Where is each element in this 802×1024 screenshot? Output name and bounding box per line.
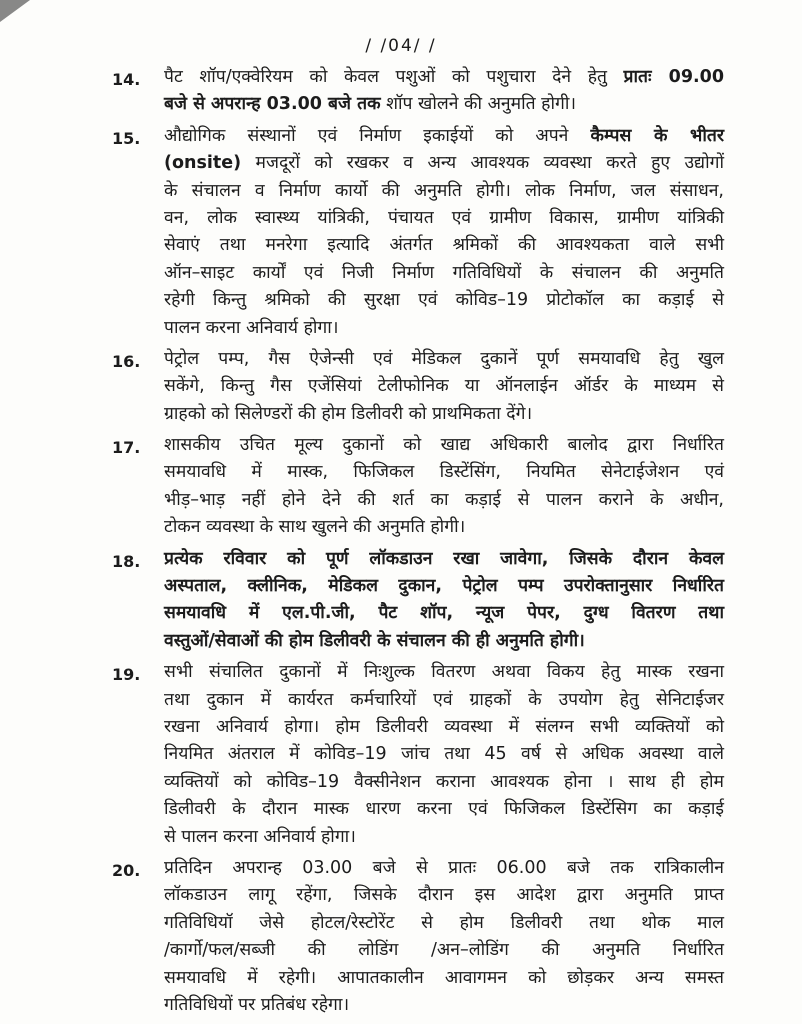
clause-line — [164, 965, 724, 992]
text: नियमित अंतराल में कोविड–19 जांच तथा 45 वर्ष से अधिक अवस्था वाले — [164, 744, 724, 765]
text: टोकन व्यवस्था के साथ खुलने की अनुमति होगी। — [164, 517, 466, 538]
text: रहेगी किन्तु श्रमिको की सुरक्षा एवं कोविड–19 प्रोटोकॉल का कड़ाई से — [164, 290, 724, 311]
clause-19 — [112, 659, 724, 851]
clause-line — [164, 741, 724, 768]
clause-line — [164, 205, 724, 232]
bold-text: प्रत्येक रविवार को पूर्ण लॉकडाउन रखा जावेगा, जिसके दौरान केवल — [164, 548, 724, 569]
text: मजदूरों को रखकर व अन्य आवश्यक व्यवस्था करते हुए उद्योगों — [241, 153, 724, 174]
bold-text: (onsite) — [164, 153, 242, 174]
clause-line — [164, 178, 724, 205]
clause-line — [164, 937, 724, 964]
clause-number: 15. — [112, 128, 141, 148]
clause-18 — [112, 546, 724, 656]
text: पेट्रोल पम्प, गैस ऐजेन्सी एवं मेडिकल दुकानें पूर्ण समयावधि हेतु खुल — [164, 348, 724, 369]
clause-line — [164, 659, 724, 686]
text: औद्योगिक संस्थानों एवं निर्माण इकाईयों को अपने — [164, 125, 591, 146]
clause-15 — [112, 123, 724, 342]
clause-line — [164, 796, 724, 823]
clause-line — [164, 346, 724, 373]
clause-text — [164, 123, 724, 342]
text: शासकीय उचित मूल्य दुकानों को खाद्य अधिकारी बालोद द्वारा निर्धारित — [164, 435, 724, 456]
text: भीड़–भाड़ नहीं होने देने की शर्त का कड़ाई से पालन कराने के अधीन, — [164, 489, 724, 510]
clause-line — [164, 487, 724, 514]
clause-line — [164, 123, 724, 150]
text: पैट शॉप/एक्वेरियम को केवल पशुओं को पशुचारा देने हेतु — [164, 67, 624, 87]
clause-line — [164, 769, 724, 796]
clause-line — [164, 714, 724, 741]
clause-line — [164, 287, 724, 314]
clause-text — [164, 546, 724, 656]
text: के संचालन व निर्माण कार्यो की अनुमति होगी। लोक निर्माण, जल संसाधन, — [164, 180, 724, 201]
clause-14 — [112, 64, 724, 119]
clause-line — [164, 600, 724, 627]
clause-line — [164, 373, 724, 400]
clause-line — [164, 315, 724, 342]
clause-text — [164, 855, 724, 1019]
text: तथा दुकान में कार्यरत कर्मचारियों एवं ग्राहकों के उपयोग हेतु सेनिटाईजर — [164, 689, 724, 710]
text: शॉप खोलने की अनुमति होगी। — [380, 94, 577, 115]
clause-16 — [112, 346, 724, 428]
clause-text — [164, 432, 724, 542]
page-corner-fold — [0, 0, 30, 22]
text: पालन करना अनिवार्य होगा। — [164, 317, 339, 338]
clause-number: 17. — [112, 438, 141, 458]
clause-number: 19. — [112, 665, 141, 685]
order-clauses — [112, 64, 724, 1023]
text: समयावधि में रहेगी। आपातकालीन आवागमन को छोड़कर अन्य समस्त — [164, 967, 724, 988]
text: गतिविधियों पर प्रतिबंध रहेगा। — [164, 994, 350, 1015]
clause-line — [164, 432, 724, 459]
bold-text: अस्पताल, क्लीनिक, मेडिकल दुकान, पेट्रोल पम्प उपरोक्तानुसार निर्धारित — [164, 576, 724, 597]
text: डिलीवरी के दौरान मास्क धारण करना एवं फिजिकल डिस्टेंसिग का कड़ाई — [164, 799, 724, 820]
clause-line — [164, 459, 724, 486]
clause-line — [164, 882, 724, 909]
text: /कार्गो/फल/सब्जी की लोडिंग /अन–लोडिंग की अनुमति निर्धारित — [164, 940, 724, 961]
page-number: / /04/ / — [365, 36, 437, 56]
clause-line — [164, 573, 724, 600]
clause-17 — [112, 432, 724, 542]
text: गतिविधियॉ जेसे होटल/रेस्टोरेंट से होम डिलीवरी तथा थोक माल — [164, 912, 724, 933]
text: सभी संचालित दुकानों में निःशुल्क वितरण अथवा विकय हेतु मास्क रखना — [164, 662, 724, 683]
clause-text — [164, 346, 724, 428]
clause-line — [164, 91, 724, 118]
bold-text: बजे से अपरान्ह 03.00 बजे तक — [164, 94, 381, 115]
clause-line — [164, 628, 724, 655]
bold-text: प्रातः 09.00 — [623, 67, 724, 87]
text: ऑन–साइट कार्यों एवं निजी निर्माण गतिविधियों के संचालन की अनुमति — [164, 262, 724, 283]
clause-20 — [112, 855, 724, 1019]
clause-line — [164, 992, 724, 1019]
text: प्रतिदिन अपरान्ह 03.00 बजे से प्रातः 06.00 बजे तक रात्रिकालीन — [164, 857, 724, 878]
clause-number: 20. — [112, 860, 141, 880]
text: सकेंगे, किन्तु गैस एजेंसियां टेलीफोनिक या ऑनलाईन ऑर्डर के माध्यम से — [164, 376, 724, 397]
clause-line — [164, 910, 724, 937]
clause-line — [164, 232, 724, 259]
clause-line — [164, 401, 724, 428]
bold-text: कैम्पस के भीतर — [590, 125, 724, 146]
text: से पालन करना अनिवार्य होगा। — [164, 826, 356, 847]
clause-line — [164, 64, 724, 91]
text: वन, लोक स्वास्थ्य यांत्रिकी, पंचायत एवं ग्रामीण विकास, ग्रामीण यांत्रिकी — [164, 207, 724, 228]
bold-text: समयावधि में एल.पी.जी, पैट शॉप, न्यूज पेपर, दुग्ध वितरण तथा — [164, 603, 724, 624]
clause-text — [164, 64, 724, 119]
clause-line — [164, 514, 724, 541]
clause-number: 16. — [112, 351, 141, 371]
text: सेवाएं तथा मनरेगा इत्यादि अंतर्गत श्रमिकों की आवश्यकता वाले सभी — [164, 235, 724, 256]
text: ग्राहको को सिलेण्डरों की होम डिलीवरी को प्राथमिकता देंगे। — [164, 403, 533, 424]
text: समयावधि में मास्क, फिजिकल डिस्टेंसिंग, नियमित सेनेटाईजेशन एवं — [164, 462, 724, 483]
clause-number: 18. — [112, 551, 141, 571]
clause-text — [164, 659, 724, 851]
text: लॉकडाउन लागू रहेंगा, जिसके दौरान इस आदेश द्वारा अनुमति प्राप्त — [164, 885, 724, 906]
text: व्यक्तियों को कोविड–19 वैक्सीनेशन कराना आवश्यक होना । साथ ही होम — [164, 771, 724, 792]
bold-text: वस्तुओं/सेवाओं की होम डिलीवरी के संचालन की ही अनुमति होगी। — [164, 630, 585, 651]
clause-line — [164, 687, 724, 714]
clause-line — [164, 824, 724, 851]
clause-line — [164, 260, 724, 287]
clause-number: 14. — [112, 70, 141, 89]
clause-line — [164, 546, 724, 573]
text: रखना अनिवार्य होगा। होम डिलीवरी व्यवस्था में संलग्न सभी व्यक्तियों को — [164, 716, 724, 737]
clause-line — [164, 150, 724, 177]
clause-line — [164, 855, 724, 882]
